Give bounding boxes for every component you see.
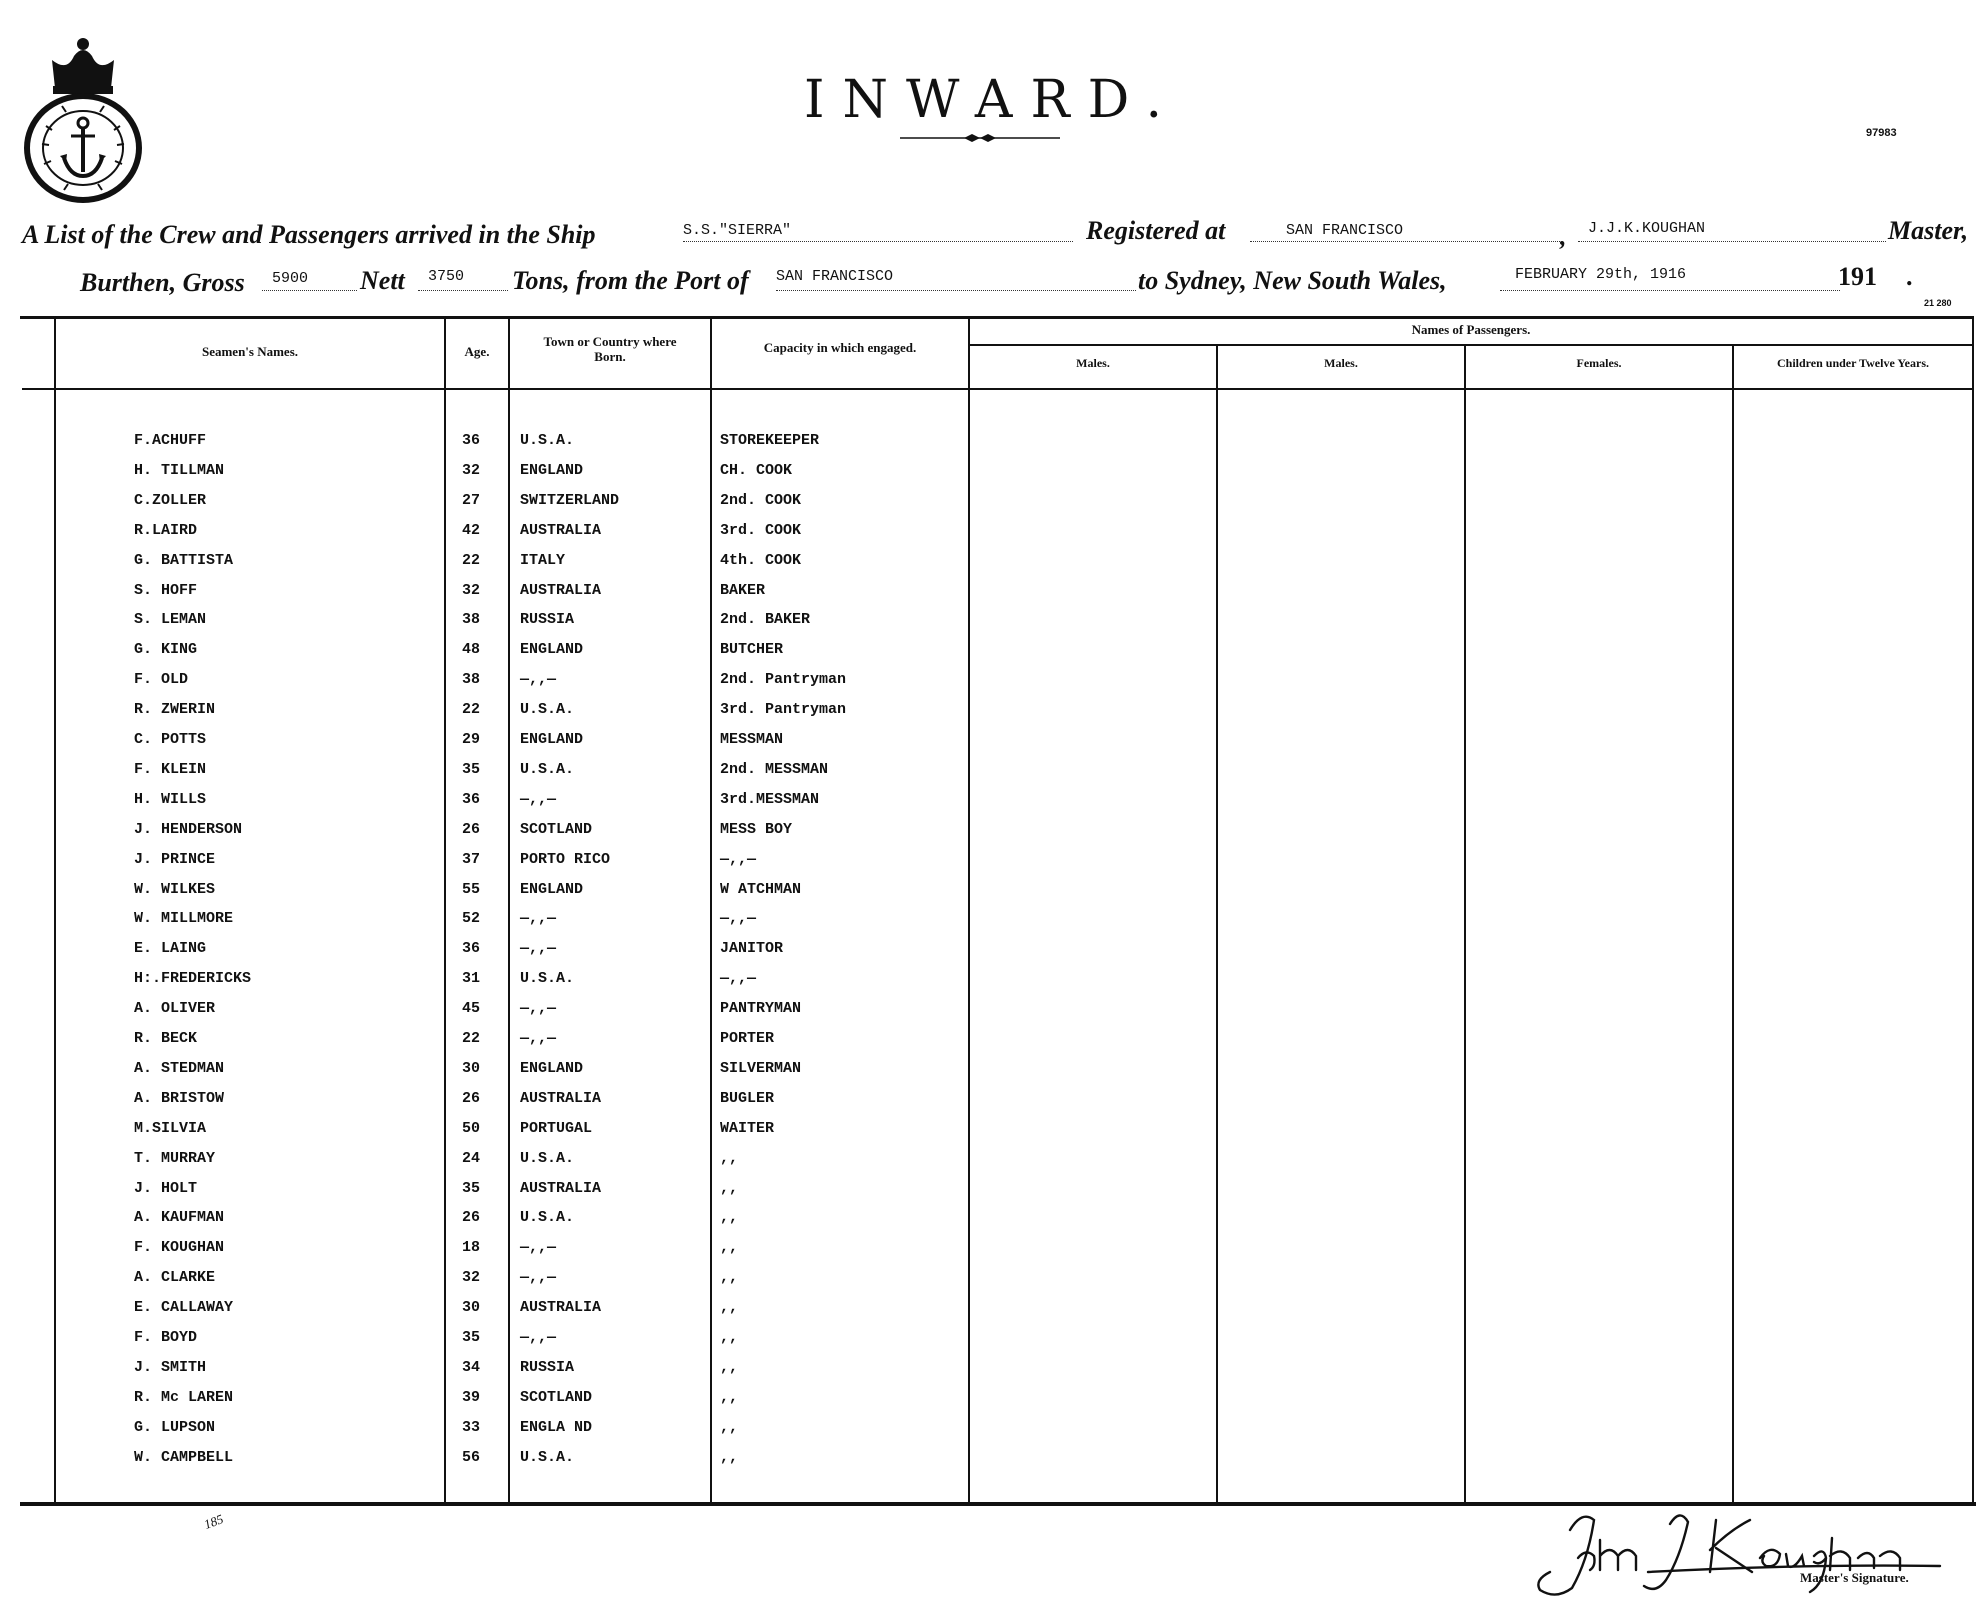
header-comma: , — [1560, 222, 1567, 251]
master-name-line — [1578, 240, 1886, 242]
header-bottom-rule — [22, 388, 1974, 390]
crew-name: T. MURRAY — [134, 1149, 216, 1167]
crew-born: U.S.A. — [520, 1209, 575, 1227]
crew-age: 36 — [462, 940, 481, 958]
col-header-name: Seamen's Names. — [201, 344, 299, 359]
master-signature-icon — [1520, 1500, 1960, 1605]
crew-capacity: 2nd. Pantryman — [720, 671, 847, 689]
crew-born: —,,— — [520, 940, 557, 958]
crew-name: C. POTTS — [134, 731, 207, 748]
crew-age: 50 — [462, 1119, 481, 1137]
crew-capacity: STOREKEEPER — [720, 432, 820, 449]
crew-capacity: JANITOR — [720, 940, 784, 958]
col-divider-name-age — [444, 318, 446, 1502]
crew-born: ENGLAND — [520, 641, 584, 659]
crew-age: 33 — [462, 1418, 481, 1436]
crew-born: U.S.A. — [520, 701, 575, 719]
crew-age: 35 — [462, 1329, 481, 1346]
crew-capacity: BUGLER — [720, 1089, 775, 1107]
crew-born: ENGLAND — [520, 461, 584, 479]
col-divider-left — [54, 318, 56, 1502]
crew-capacity: ,, — [720, 1448, 739, 1466]
crew-capacity: ,, — [720, 1269, 739, 1287]
crew-name: F. OLD — [134, 671, 189, 689]
crew-born: —,,— — [520, 910, 557, 928]
crew-born: —,,— — [520, 671, 557, 689]
nett-line — [418, 289, 508, 291]
crew-age: 26 — [462, 820, 481, 838]
registered-port: SAN FRANCISCO — [1286, 222, 1404, 239]
col-divider-capacity-passengers — [968, 318, 970, 1502]
crew-name: W. MILLMORE — [134, 910, 234, 928]
crew-name: H. WILLS — [134, 790, 207, 808]
crew-name: R. ZWERIN — [134, 701, 216, 719]
crew-capacity: ,, — [720, 1179, 739, 1197]
crew-age: 35 — [462, 760, 481, 778]
crew-name: W. CAMPBELL — [134, 1448, 234, 1466]
crew-capacity: MESSMAN — [720, 731, 784, 748]
crew-born: SWITZERLAND — [520, 491, 620, 509]
crew-age: 35 — [462, 1179, 481, 1197]
crew-age: 18 — [462, 1239, 481, 1257]
crew-capacity: ,, — [720, 1358, 739, 1376]
master-name: J.J.K.KOUGHAN — [1588, 220, 1706, 237]
crew-born: AUSTRALIA — [520, 1179, 602, 1197]
crew-born: PORTO RICO — [520, 850, 611, 868]
crew-capacity: 2nd. MESSMAN — [720, 760, 829, 778]
crew-capacity: ,, — [720, 1329, 739, 1346]
col-header-passengers: Names of Passengers. — [1411, 322, 1531, 337]
crew-born: U.S.A. — [520, 1448, 575, 1466]
passengers-subheader-rule — [968, 344, 1974, 346]
crew-capacity: ,, — [720, 1209, 739, 1227]
header-line1-a: A List of the Crew and Passengers arrived in the Ship — [22, 220, 596, 249]
col-header-capacity: Capacity in which engaged. — [763, 340, 917, 355]
crew-capacity: PORTER — [720, 1030, 775, 1047]
crew-name: E. CALLAWAY — [134, 1299, 234, 1317]
crew-capacity: 3rd.MESSMAN — [720, 790, 820, 808]
form-number: 97983 — [1866, 127, 1897, 139]
col-divider-females-children — [1732, 346, 1734, 1502]
crew-age: 36 — [462, 790, 481, 808]
crew-born: —,,— — [520, 1000, 557, 1018]
crew-born: U.S.A. — [520, 432, 575, 449]
crew-name: R. Mc LAREN — [134, 1388, 234, 1406]
crew-age: 22 — [462, 701, 481, 719]
crew-name: C.ZOLLER — [134, 491, 207, 509]
col-header-age: Age. — [464, 344, 490, 359]
crew-name: F. KLEIN — [134, 760, 207, 778]
crew-name: J. HOLT — [134, 1179, 198, 1197]
crew-born: SCOTLAND — [520, 820, 593, 838]
signature-label: Master's Signature. — [1800, 1570, 1909, 1585]
crew-age: 22 — [462, 1030, 481, 1047]
crew-born: U.S.A. — [520, 760, 575, 778]
registered-port-line — [1250, 240, 1560, 242]
crew-name: F. BOYD — [134, 1329, 198, 1346]
crew-born: ENGLA ND — [520, 1418, 593, 1436]
crew-age: 27 — [462, 491, 481, 509]
crew-name: S. LEMAN — [134, 611, 207, 629]
crew-age: 22 — [462, 551, 481, 569]
crew-age: 32 — [462, 461, 481, 479]
crew-name: H. TILLMAN — [134, 461, 225, 479]
margin-note: 185 — [201, 1511, 226, 1532]
col-header-males-2: Males. — [1324, 356, 1358, 370]
crew-born: SCOTLAND — [520, 1388, 593, 1406]
ship-name-line — [683, 240, 1073, 242]
crew-capacity: BUTCHER — [720, 641, 784, 659]
arrival-date: FEBRUARY 29th, 1916 — [1515, 266, 1687, 283]
crew-born: AUSTRALIA — [520, 1089, 602, 1107]
header-line2-c: Tons, from the Port of — [512, 266, 749, 295]
crew-capacity: BAKER — [720, 581, 766, 599]
crew-name: G. BATTISTA — [134, 551, 234, 569]
crew-capacity: —,,— — [720, 910, 757, 928]
crew-born: RUSSIA — [520, 1358, 575, 1376]
crew-capacity: 3rd. Pantryman — [720, 701, 847, 719]
col-divider-males — [1216, 346, 1218, 1502]
crew-capacity: ,, — [720, 1388, 739, 1406]
crew-born: —,,— — [520, 1269, 557, 1287]
crew-born: —,,— — [520, 1030, 557, 1047]
crew-age: 42 — [462, 521, 481, 539]
title-ornament-icon — [900, 134, 1060, 142]
arrival-date-line — [1500, 289, 1840, 291]
crew-capacity: —,,— — [720, 850, 757, 868]
crew-age: 30 — [462, 1059, 481, 1077]
crew-born: RUSSIA — [520, 611, 575, 629]
crew-capacity: 2nd. COOK — [720, 491, 802, 509]
crew-born: ENGLAND — [520, 880, 584, 898]
col-divider-males-females — [1464, 346, 1466, 1502]
crew-age: 24 — [462, 1149, 481, 1167]
crew-name: M.SILVIA — [134, 1119, 207, 1137]
crew-age: 38 — [462, 671, 481, 689]
crew-capacity: 3rd. COOK — [720, 521, 802, 539]
crew-capacity: SILVERMAN — [720, 1059, 802, 1077]
crew-capacity: PANTRYMAN — [720, 1000, 802, 1018]
crew-name: A. KAUFMAN — [134, 1209, 225, 1227]
crew-capacity: WAITER — [720, 1119, 775, 1137]
crew-born: —,,— — [520, 1239, 557, 1257]
header-line2-b: Nett — [360, 266, 405, 295]
crew-capacity: ,, — [720, 1239, 739, 1257]
crew-born: ITALY — [520, 551, 566, 569]
header-period: . — [1906, 262, 1913, 291]
header-line1-c: Master, — [1888, 216, 1969, 245]
crew-name: F.ACHUFF — [134, 432, 207, 449]
crew-name: A. CLARKE — [134, 1269, 216, 1287]
small-form-number: 21 280 — [1924, 298, 1952, 308]
crew-age: 55 — [462, 880, 481, 898]
crew-name: F. KOUGHAN — [134, 1239, 225, 1257]
header-line1-b: Registered at — [1086, 216, 1226, 245]
crew-capacity: W ATCHMAN — [720, 880, 802, 898]
table-top-rule — [20, 316, 1974, 319]
gross-line — [262, 289, 357, 291]
crew-born: U.S.A. — [520, 1149, 575, 1167]
crew-name: H:.FREDERICKS — [134, 970, 252, 988]
crew-born: AUSTRALIA — [520, 521, 602, 539]
crew-age: 52 — [462, 910, 481, 928]
crew-capacity: MESS BOY — [720, 820, 793, 838]
crew-born: ENGLAND — [520, 1059, 584, 1077]
header-line2-a: Burthen, Gross — [80, 268, 245, 297]
crew-capacity: 4th. COOK — [720, 551, 802, 569]
crew-born: ENGLAND — [520, 731, 584, 748]
year-prefix: 191 — [1838, 262, 1877, 291]
crew-born: —,,— — [520, 790, 557, 808]
crew-age: 32 — [462, 581, 481, 599]
crew-capacity: —,,— — [720, 970, 757, 988]
departure-port-line — [776, 289, 1136, 291]
crew-born: —,,— — [520, 1329, 557, 1346]
crew-capacity: CH. COOK — [720, 461, 793, 479]
crew-age: 26 — [462, 1089, 481, 1107]
crew-name: A. STEDMAN — [134, 1059, 225, 1077]
crew-born: AUSTRALIA — [520, 581, 602, 599]
crew-capacity: ,, — [720, 1149, 739, 1167]
crew-age: 36 — [462, 432, 481, 449]
crew-name: S. HOFF — [134, 581, 198, 599]
crew-name: W. WILKES — [134, 880, 216, 898]
ship-name: S.S."SIERRA" — [683, 222, 792, 239]
crew-age: 48 — [462, 641, 481, 659]
crew-name: J. PRINCE — [134, 850, 216, 868]
crew-age: 39 — [462, 1388, 481, 1406]
nett-tonnage: 3750 — [428, 268, 465, 285]
crew-age: 38 — [462, 611, 481, 629]
crew-age: 30 — [462, 1299, 481, 1317]
crew-age: 29 — [462, 731, 481, 748]
crew-age: 37 — [462, 850, 481, 868]
crew-age: 45 — [462, 1000, 481, 1018]
crew-age: 32 — [462, 1269, 481, 1287]
crew-age: 26 — [462, 1209, 481, 1227]
col-divider-born-capacity — [710, 318, 712, 1502]
crew-age: 31 — [462, 970, 481, 988]
crew-name: J. HENDERSON — [134, 820, 243, 838]
crew-name: R. BECK — [134, 1030, 198, 1047]
header-line2-d: to Sydney, New South Wales, — [1138, 266, 1447, 295]
col-divider-right — [1972, 318, 1974, 1502]
page-title: INWARD. — [804, 70, 1180, 130]
col-header-born: Town or Country where Born. — [543, 334, 677, 364]
crew-born: PORTUGAL — [520, 1119, 593, 1137]
col-divider-age-born — [508, 318, 510, 1502]
crew-name: A. OLIVER — [134, 1000, 216, 1018]
crew-born: AUSTRALIA — [520, 1299, 602, 1317]
col-header-children: Children under Twelve Years. — [1776, 356, 1929, 370]
crew-capacity: ,, — [720, 1299, 739, 1317]
crew-name: A. BRISTOW — [134, 1089, 225, 1107]
crew-name: J. SMITH — [134, 1358, 207, 1376]
crew-name: E. LAING — [134, 940, 207, 958]
col-header-females: Females. — [1576, 356, 1622, 370]
crew-age: 34 — [462, 1358, 481, 1376]
crew-capacity: ,, — [720, 1418, 739, 1436]
gross-tonnage: 5900 — [272, 270, 309, 287]
crew-name: G. KING — [134, 641, 198, 659]
crew-born: U.S.A. — [520, 970, 575, 988]
crew-name: G. LUPSON — [134, 1418, 216, 1436]
crew-name: R.LAIRD — [134, 521, 198, 539]
col-header-males-1: Males. — [1076, 356, 1110, 370]
departure-port: SAN FRANCISCO — [776, 268, 894, 285]
crew-age: 56 — [462, 1448, 481, 1466]
crew-capacity: 2nd. BAKER — [720, 611, 811, 629]
